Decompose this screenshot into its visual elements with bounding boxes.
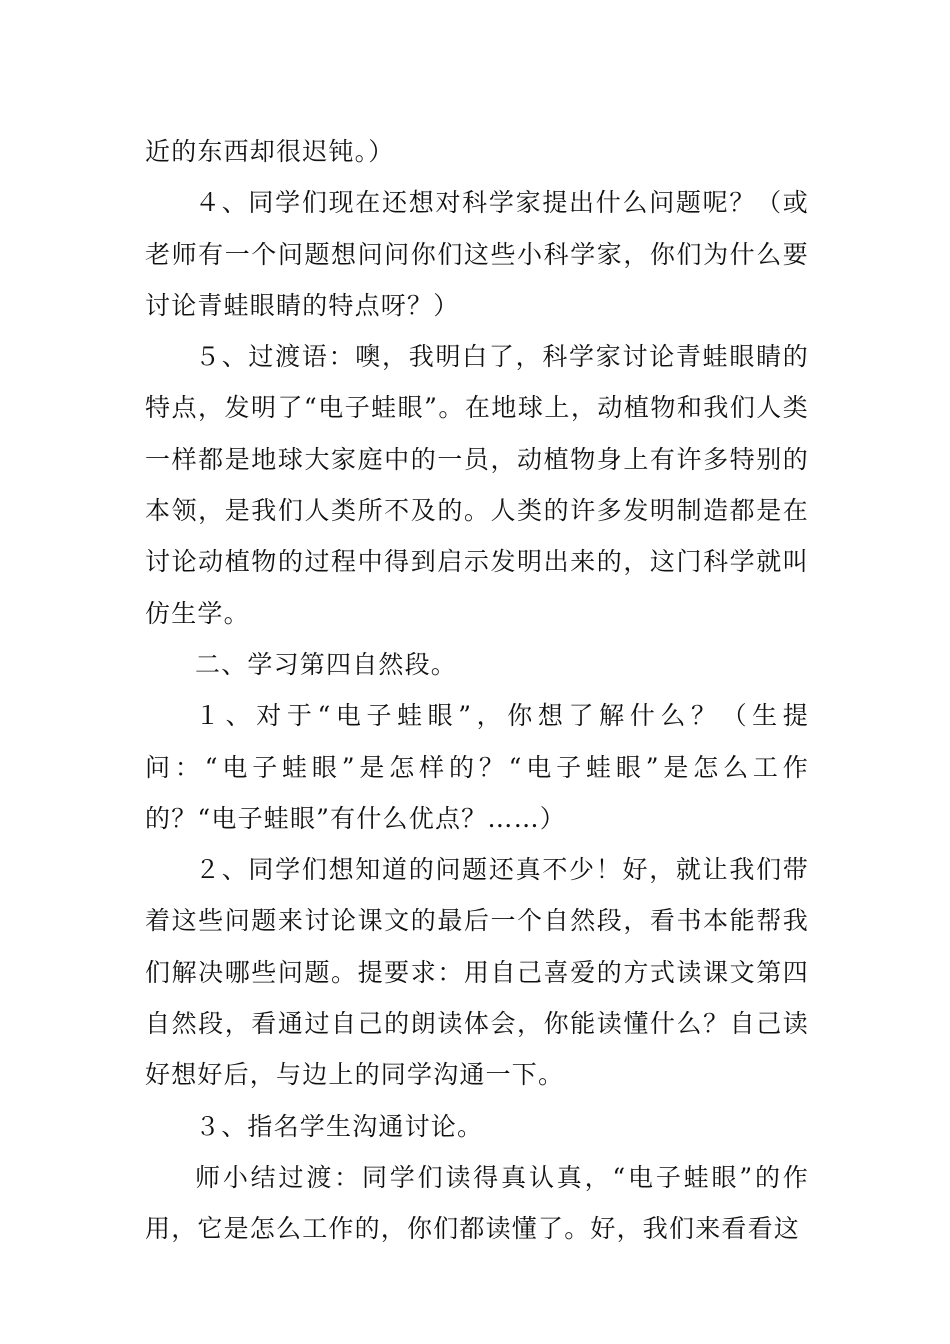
paragraph-item-2: ２、同学们想知道的问题还真不少！好，就让我们带着这些问题来讨论课文的最后一个自然段，看书本能帮我们解决哪些问题。提要求：用自己喜爱的方式读课文第四自然段，看通过自己的朗读体会，你能读懂什么？自己读好想好后，与边上的同学沟通一下。 [145, 855, 809, 1090]
paragraph-item-5: ５、过渡语：噢，我明白了，科学家讨论青蛙眼睛的特点，发明了“电子蛙眼”。在地球上，动植物和我们人类一样都是地球大家庭中的一员，动植物身上有许多特别的本领，是我们人类所不及的。人类的许多发明制造都是在讨论动植物的过程中得到启示发明出来的，这门科学就叫仿生学。 [145, 342, 809, 628]
section-heading-part-two: 二、学习第四自然段。 [195, 649, 458, 679]
paragraph-item-3: ３、指名学生沟通讨论。 [195, 1111, 484, 1141]
paragraph-continuation: 近的东西却很迟钝。） [145, 137, 395, 166]
document-body [145, 126, 809, 1255]
paragraph-item-1: １、对于“电子蛙眼”，你想了解什么？（生提问：“电子蛙眼”是怎样的？“电子蛙眼”是怎么工作的？“电子蛙眼”有什么优点？……） [145, 701, 809, 833]
paragraph-item-4: ４、同学们现在还想对科学家提出什么问题呢？（或老师有一个问题想问问你们这些小科学家，你们为什么要讨论青蛙眼睛的特点呀？） [145, 188, 809, 320]
paragraph-teacher-summary: 师小结过渡：同学们读得真认真，“电子蛙眼”的作用，它是怎么工作的，你们都读懂了。好，我们来看看这 [145, 1162, 809, 1244]
